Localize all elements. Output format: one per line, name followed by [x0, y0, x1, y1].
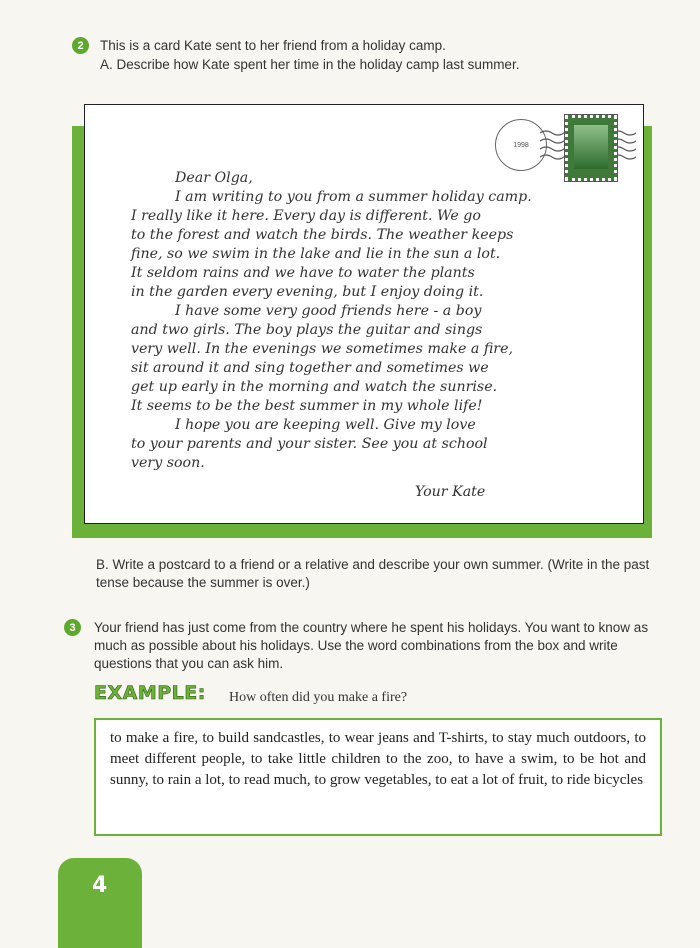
word-combinations-box	[94, 718, 662, 836]
letter-line: I am writing to you from a summer holiday camp.	[175, 189, 532, 205]
letter-line: to your parents and your sister. See you at school	[131, 436, 488, 452]
letter-line: It seems to be the best summer in my whole life!	[131, 398, 483, 414]
letter-salutation: Dear Olga,	[175, 170, 253, 186]
letter-line: get up early in the morning and watch the sunrise.	[131, 379, 498, 395]
postcard	[84, 104, 644, 524]
task-b-text: B. Write a postcard to a friend or a relative and describe your own summer. (Write in the past tense because the summer is over.)	[96, 557, 650, 590]
postmark-text: 1998	[513, 141, 529, 149]
letter-line: very soon.	[131, 455, 205, 471]
letter-signature: Your Kate	[415, 484, 486, 500]
example-question: How often did you make a fire?	[229, 690, 408, 705]
exercise-2-number-badge: 2	[72, 37, 89, 54]
letter-line: I hope you are keeping well. Give my love	[175, 417, 476, 433]
example-label: EXAMPLE:	[94, 682, 206, 704]
letter-line: to the forest and watch the birds. The weather keeps	[131, 227, 514, 243]
letter-line: I really like it here. Every day is different. We go	[131, 208, 481, 224]
letter-line: very well. In the evenings we sometimes make a fire,	[131, 341, 513, 357]
exercise-2-intro: This is a card Kate sent to her friend from a holiday camp.	[100, 38, 446, 53]
letter-line: fine, so we swim in the lake and lie in the sun a lot.	[131, 246, 501, 262]
letter-line: It seldom rains and we have to water the plants	[131, 265, 475, 281]
exercise-3-number-badge: 3	[64, 619, 81, 636]
word-combinations-text: to make a fire, to build sandcastles, to wear jeans and T-shirts, to stay much outdoors, to meet different people, to take little children to the zoo, to have a swim, to be hot and sunny, to rain a lot, to read much, to grow vegetables, to eat a lot of fruit, to ride bicycles	[110, 730, 646, 788]
letter-line: I have some very good friends here - a boy	[175, 303, 482, 319]
page-number-tab	[58, 858, 142, 948]
exercise-3-text: Your friend has just come from the country where he spent his holidays. You want to know as much as possible about his holidays. Use the word combinations from the box and write questions that you can ask him.	[94, 620, 649, 671]
exercise-2-task-a: A. Describe how Kate spent her time in the holiday camp last summer.	[100, 57, 520, 72]
letter-line: sit around it and sing together and sometimes we	[131, 360, 489, 376]
letter-line: in the garden every evening, but I enjoy doing it.	[131, 284, 484, 300]
letter-line: and two girls. The boy plays the guitar and sings	[131, 322, 483, 338]
letter-body	[131, 169, 601, 502]
page-number: 4	[92, 873, 108, 898]
